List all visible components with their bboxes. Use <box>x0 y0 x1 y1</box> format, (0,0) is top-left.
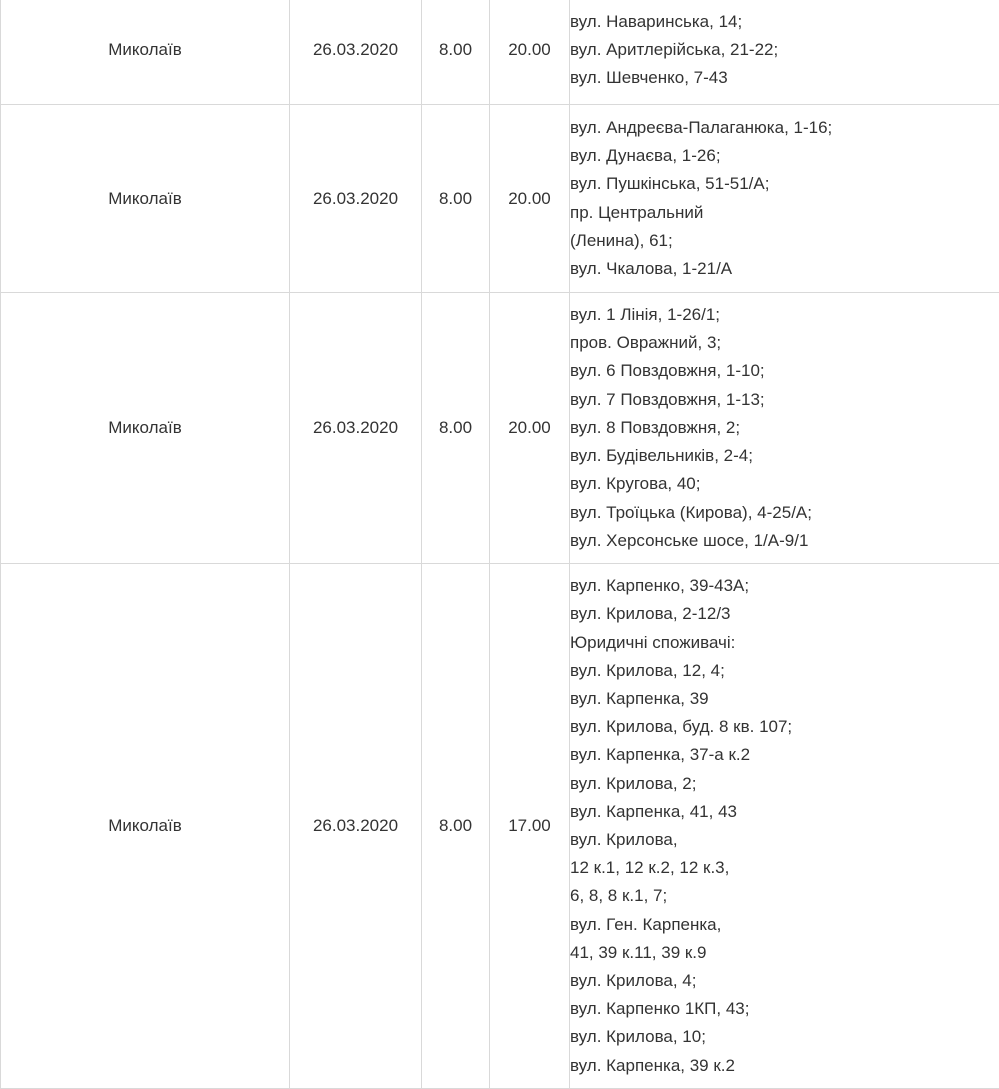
start-time-cell: 8.00 <box>422 293 490 564</box>
address-line: вул. 1 Лінія, 1-26/1; <box>570 301 999 329</box>
table-row <box>1 105 999 293</box>
date-cell: 26.03.2020 <box>290 105 422 293</box>
address-line: вул. Карпенка, 41, 43 <box>570 798 999 826</box>
address-line: вул. Аритлерійська, 21-22; <box>570 36 999 64</box>
start-time-cell: 8.00 <box>422 0 490 105</box>
end-time-cell: 20.00 <box>490 293 570 564</box>
address-line: пр. Центральний <box>570 199 999 227</box>
city-cell: Миколаїв <box>1 564 290 1089</box>
address-line: вул. Будівельників, 2-4; <box>570 442 999 470</box>
address-line: вул. Карпенка, 39 <box>570 685 999 713</box>
table-row <box>1 564 999 1089</box>
address-line: вул. Крилова, буд. 8 кв. 107; <box>570 713 999 741</box>
start-time-cell: 8.00 <box>422 564 490 1089</box>
address-line: вул. 6 Повздовжня, 1-10; <box>570 357 999 385</box>
end-time-cell: 17.00 <box>490 564 570 1089</box>
address-line: вул. Дунаєва, 1-26; <box>570 142 999 170</box>
address-line: вул. Чкалова, 1-21/А <box>570 255 999 283</box>
address-line: вул. Крилова, 4; <box>570 967 999 995</box>
addresses-cell <box>570 564 999 1089</box>
city-cell: Миколаїв <box>1 293 290 564</box>
address-line: вул. Крилова, 2-12/3 <box>570 600 999 628</box>
date-cell: 26.03.2020 <box>290 293 422 564</box>
address-line: 41, 39 к.11, 39 к.9 <box>570 939 999 967</box>
addresses-cell <box>570 293 999 564</box>
city-cell: Миколаїв <box>1 0 290 105</box>
address-line: вул. Троїцька (Кирова), 4-25/А; <box>570 499 999 527</box>
date-cell: 26.03.2020 <box>290 564 422 1089</box>
address-line: вул. Крилова, 10; <box>570 1023 999 1051</box>
address-line: вул. Крилова, 2; <box>570 770 999 798</box>
addresses-cell <box>570 0 999 105</box>
address-line: вул. Карпенко 1КП, 43; <box>570 995 999 1023</box>
city-cell: Миколаїв <box>1 105 290 293</box>
address-line: Юридичні споживачі: <box>570 629 999 657</box>
address-line: вул. Кругова, 40; <box>570 470 999 498</box>
address-line: (Ленина), 61; <box>570 227 999 255</box>
address-line: вул. 8 Повздовжня, 2; <box>570 414 999 442</box>
address-line: вул. Андреєва-Палаганюка, 1-16; <box>570 114 999 142</box>
address-line: вул. Наваринська, 14; <box>570 8 999 36</box>
outage-table-body <box>1 0 999 1089</box>
address-line: вул. Карпенка, 39 к.2 <box>570 1052 999 1080</box>
address-line: вул. Пушкінська, 51-51/А; <box>570 170 999 198</box>
start-time-cell: 8.00 <box>422 105 490 293</box>
addresses-cell <box>570 105 999 293</box>
address-line: вул. Ген. Карпенка, <box>570 911 999 939</box>
address-line: 6, 8, 8 к.1, 7; <box>570 882 999 910</box>
end-time-cell: 20.00 <box>490 105 570 293</box>
address-line: вул. Шевченко, 7-43 <box>570 64 999 92</box>
address-line: вул. Карпенко, 39-43А; <box>570 572 999 600</box>
end-time-cell: 20.00 <box>490 0 570 105</box>
date-cell: 26.03.2020 <box>290 0 422 105</box>
address-line: вул. 7 Повздовжня, 1-13; <box>570 386 999 414</box>
address-line: вул. Крилова, 12, 4; <box>570 657 999 685</box>
address-line: вул. Карпенка, 37-а к.2 <box>570 741 999 769</box>
address-line: вул. Херсонське шосе, 1/А-9/1 <box>570 527 999 555</box>
address-line: 12 к.1, 12 к.2, 12 к.3, <box>570 854 999 882</box>
table-row <box>1 0 999 105</box>
table-row <box>1 293 999 564</box>
address-line: пров. Овражний, 3; <box>570 329 999 357</box>
address-line: вул. Крилова, <box>570 826 999 854</box>
